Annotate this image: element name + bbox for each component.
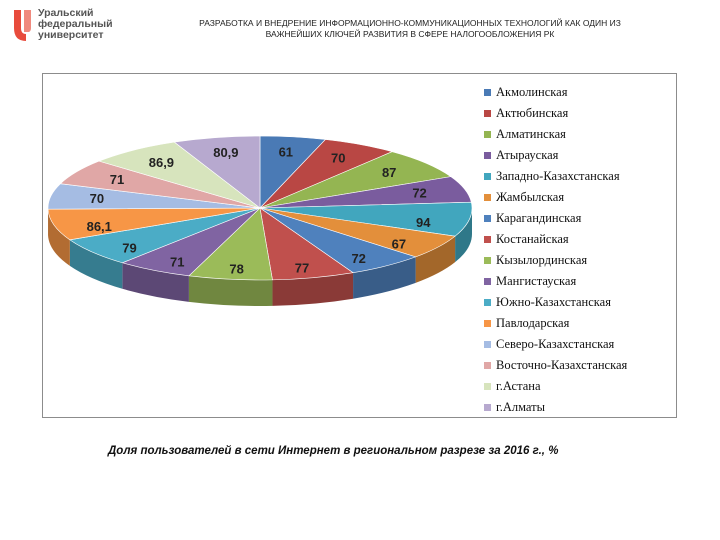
legend-item-1 [484,84,684,105]
legend-item-4 [484,147,684,168]
legend-label-1: Акмолинская [496,85,568,99]
legend-label-4: Атырауская [496,148,559,162]
pie-side-9 [189,276,273,306]
legend-swatch-16 [484,404,491,411]
data-label-3: 87 [381,164,397,180]
legend-item-14 [484,357,684,378]
legend-item-5 [484,168,684,189]
logo-line-3: университет [38,29,104,41]
legend-label-12: Павлодарская [496,316,570,330]
legend-swatch-13 [484,341,491,348]
legend-label-2: Актюбинская [496,106,569,120]
legend-label-7: Карагандинская [496,211,582,225]
title-line-2: ВАЖНЕЙШИХ КЛЮЧЕЙ РАЗВИТИЯ В СФЕРЕ НАЛОГООБЛОЖЕНИЯ РК [265,29,555,39]
legend-swatch-6 [484,194,491,201]
legend-label-8: Костанайская [496,232,569,246]
legend-swatch-15 [484,383,491,390]
data-label-4: 72 [412,185,427,201]
data-label-8: 77 [294,260,310,276]
data-label-15: 86,9 [148,154,175,170]
data-label-7: 72 [351,251,366,267]
legend-swatch-1 [484,89,491,96]
data-label-9: 78 [229,261,244,277]
chart-legend [484,84,684,420]
legend-label-11: Южно-Казахстанская [496,295,611,309]
legend-item-15 [484,378,684,399]
legend-swatch-4 [484,152,491,159]
data-label-2: 70 [331,150,346,166]
legend-label-3: Алматинская [496,127,566,141]
legend-label-6: Жамбылская [496,190,565,204]
legend-item-8 [484,231,684,252]
legend-label-16: г.Алматы [496,400,546,414]
legend-swatch-12 [484,320,491,327]
legend-swatch-5 [484,173,491,180]
logo-line-2: федеральный [38,18,113,30]
legend-label-13: Северо-Казахстанская [496,337,615,351]
data-label-13: 70 [89,190,105,206]
legend-item-2 [484,105,684,126]
data-label-12: 86,1 [86,219,112,235]
logo-line-1: Уральский [38,7,94,19]
legend-swatch-9 [484,257,491,264]
data-label-16: 80,9 [213,145,239,161]
data-label-10: 71 [169,254,185,270]
legend-item-3 [484,126,684,147]
title-line-1: РАЗРАБОТКА И ВНЕДРЕНИЕ ИНФОРМАЦИОННО-КОММУНИКАЦИОННЫХ ТЕХНОЛОГИЙ КАК ОДИН ИЗ [199,18,621,28]
data-label-5: 94 [415,214,431,230]
legend-label-10: Мангистауская [496,274,577,288]
legend-swatch-14 [484,362,491,369]
legend-item-12 [484,315,684,336]
legend-item-6 [484,189,684,210]
legend-swatch-11 [484,299,491,306]
data-label-1: 61 [278,144,294,160]
legend-item-7 [484,210,684,231]
data-label-14: 71 [109,171,125,187]
legend-swatch-3 [484,131,491,138]
legend-label-5: Западно-Казахстанская [496,169,620,183]
legend-swatch-8 [484,236,491,243]
legend-swatch-2 [484,110,491,117]
legend-item-16 [484,399,684,420]
legend-item-10 [484,273,684,294]
legend-item-13 [484,336,684,357]
legend-label-15: г.Астана [496,379,541,393]
legend-label-14: Восточно-Казахстанская [496,358,628,372]
legend-item-9 [484,252,684,273]
legend-swatch-10 [484,278,491,285]
legend-swatch-7 [484,215,491,222]
legend-label-9: Кызылординская [496,253,588,267]
chart-caption: Доля пользователей в сети Интернет в региональном разрезе за 2016 г., % [108,445,559,457]
data-label-11: 79 [122,240,137,256]
legend-item-11 [484,294,684,315]
data-label-6: 67 [391,236,407,252]
